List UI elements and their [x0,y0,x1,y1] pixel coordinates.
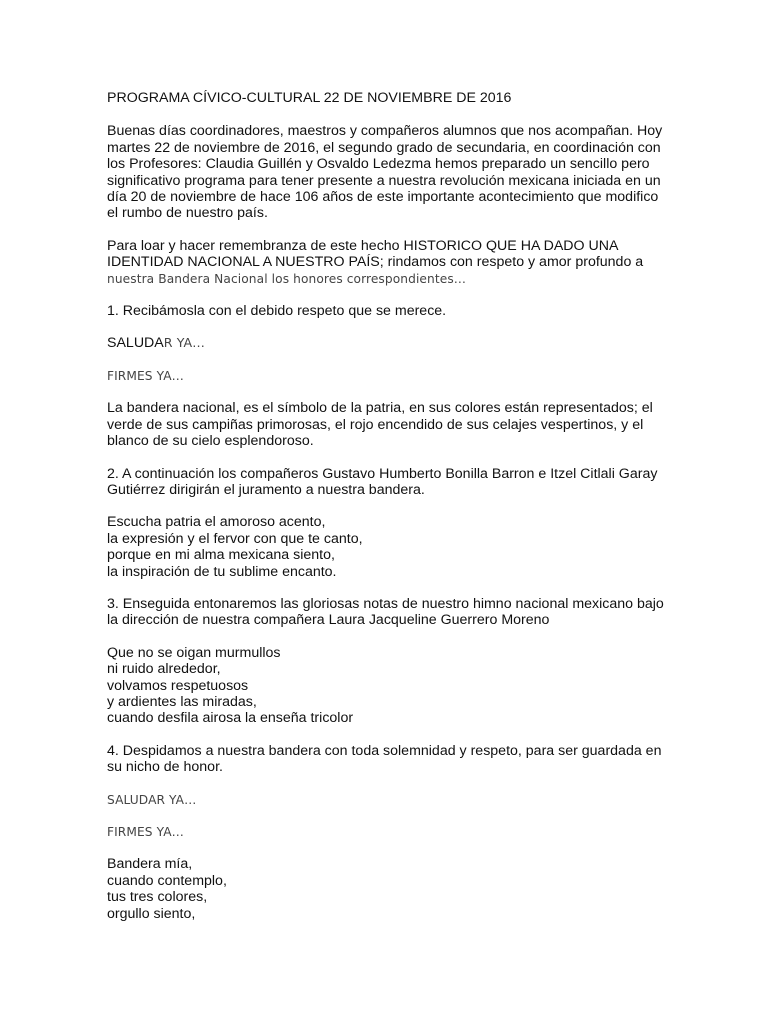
anthem-verse: Que no se oigan murmullos ni ruido alrededor, volvamos respetuosos y ardientes las miradas, cuando desfila airosa la enseña tricolor [107,644,354,727]
document-page [107,90,707,938]
firmes-command-2: FIRMES YA… [107,825,184,839]
oath-verse: Escucha patria el amoroso acento, la expresión y el fervor con que te canto, porque en mi alma mexicana siento, la inspiración de tu sublime encanto. [107,514,363,580]
step-1-paragraph: 1. Recibámosla con el debido respeto que se merece. [107,303,447,320]
salute-command-2: SALUDAR YA… [107,792,197,807]
homage-paragraph: Para loar y hacer remembranza de este hecho HISTORICO QUE HA DADO UNA IDENTIDAD NACIONAL A NUESTRO PAÍS; rindamos con respeto y amor profundo a nuestra Bandera Nacional los honores correspondientes… [107,237,644,286]
closing-verse: Bandera mía, cuando contemplo, tus tres colores, orgullo siento, [107,856,227,922]
salute-command-1: SALUDAR YA… [107,335,205,352]
step-3-paragraph: 3. Enseguida entonaremos las gloriosas notas de nuestro himno nacional mexicano bajo la dirección de nuestra compañera Laura Jacqueline Guerrero Moreno [107,595,664,629]
flag-description-paragraph: La bandera nacional, es el símbolo de la patria, en sus colores están representados; el verde de sus campiñas primorosas, el rojo encendido de sus celajes vespertinos, y el blanco de su cielo esplendoroso. [107,400,653,450]
document-title: PROGRAMA CÍVICO-CULTURAL 22 DE NOVIEMBRE DE 2016 [107,90,512,106]
firmes-command-1: FIRMES YA… [107,368,184,383]
step-2-paragraph: 2. A continuación los compañeros Gustavo Humberto Bonilla Barron e Itzel Citlali Garay Gutiérrez dirigirán el juramento a nuestra bandera. [107,465,658,498]
intro-paragraph: Buenas días coordinadores, maestros y compañeros alumnos que nos acompañan. Hoy martes 22 de noviembre de 2016, el segundo grado de secundaria, en coordinación con los Profesores: Claudia Guillén y Osvaldo Ledezma hemos preparado un sencillo pero significativo programa para tener presente a nuestra revolución mexicana iniciada en un día 20 de noviembre de hace 106 años de este importante acontecimiento que modifico el rumbo de nuestro país. [107,123,663,222]
step-4-paragraph: 4. Despidamos a nuestra bandera con toda solemnidad y respeto, para ser guardada en su nicho de honor. [107,742,662,776]
